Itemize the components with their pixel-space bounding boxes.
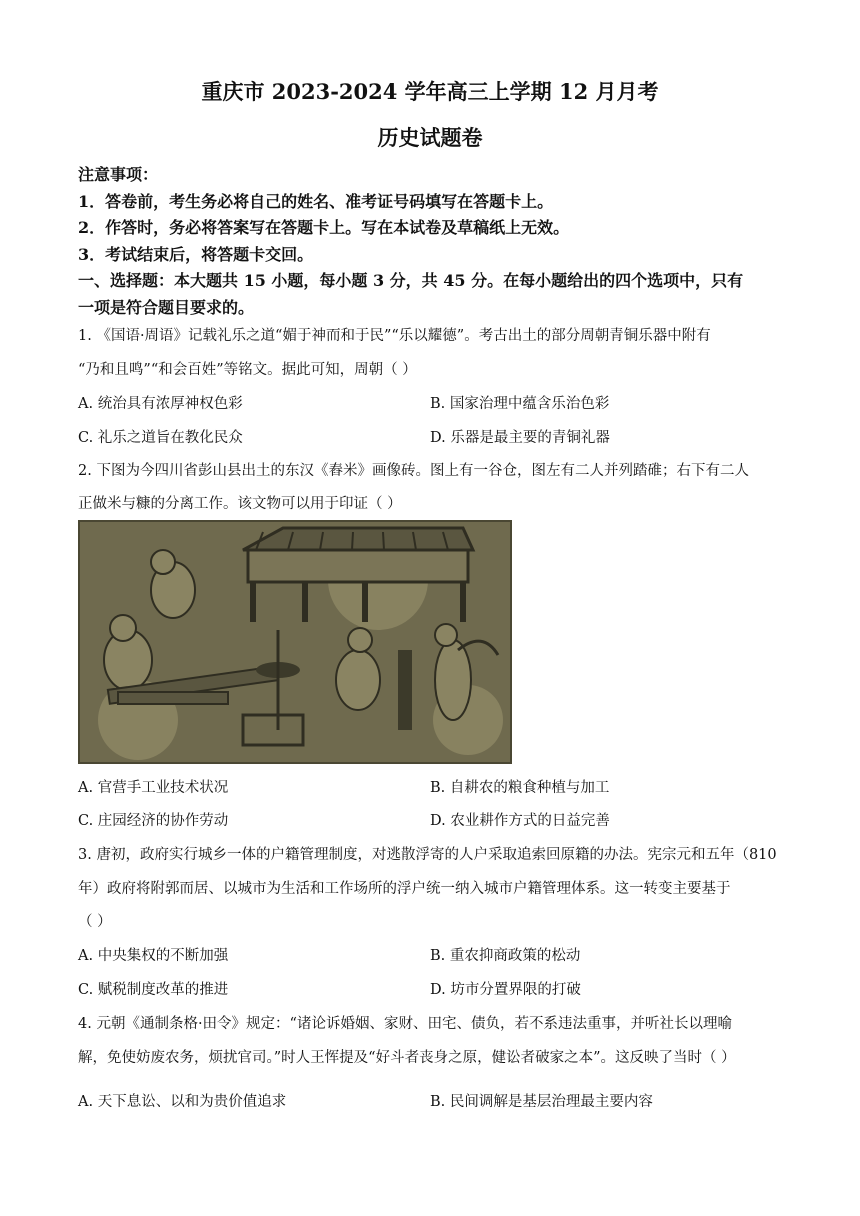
answer-option: D. 农业耕作方式的日益完善 xyxy=(430,813,610,829)
question-text: 1. 《国语·周语》记载礼乐之道“媚于神而和于民”“乐以耀德”。考古出土的部分周朝青铜乐器中附有 xyxy=(78,328,711,344)
question-text: 解，免使妨废农务，烦扰官司。”时人王恽提及“好斗者丧身之原，健讼者破家之本”。这反映了当时（ ） xyxy=(78,1050,736,1066)
answer-option: A. 官营手工业技术状况 xyxy=(78,780,229,796)
answer-option: C. 礼乐之道旨在教化民众 xyxy=(78,430,243,446)
question-text: （ ） xyxy=(78,914,112,930)
answer-option: B. 自耕农的粮食种植与加工 xyxy=(430,780,610,796)
question-text: 2. 下图为今四川省彭山县出土的东汉《舂米》画像砖。图上有一谷仓，图左有二人并列踏碓；右下有二人 xyxy=(78,463,749,479)
notice-heading: 注意事项： xyxy=(78,165,159,184)
question-text: 年）政府将附郭而居、以城市为生活和工作场所的浮户统一纳入城市户籍管理体系。这一转变主要基于 xyxy=(78,881,731,897)
exam-title: 重庆市 2023-2024 学年高三上学期 12 月月考 xyxy=(201,79,659,104)
answer-option: B. 国家治理中蕴含乐治色彩 xyxy=(430,396,610,412)
answer-option: B. 重农抑商政策的松动 xyxy=(430,948,581,964)
relief-brick-image xyxy=(78,520,512,764)
answer-option: D. 坊市分置界限的打破 xyxy=(430,982,581,998)
answer-option: B. 民间调解是基层治理最主要内容 xyxy=(430,1094,653,1110)
section-heading: 一、选择题：本大题共 15 小题，每小题 3 分，共 45 分。在每小题给出的四个选项中，只有 xyxy=(78,271,744,290)
question-text: “乃和且鸣”“和会百姓”等铭文。据此可知，周朝（ ） xyxy=(78,362,417,378)
answer-option: C. 庄园经济的协作劳动 xyxy=(78,813,229,829)
question-text: 正做米与糠的分离工作。该文物可以用于印证（ ） xyxy=(78,496,402,512)
section-heading: 一项是符合题目要求的。 xyxy=(78,298,255,317)
answer-option: D. 乐器是最主要的青铜礼器 xyxy=(430,430,610,446)
notice-item: 2．作答时，务必将答案写在答题卡上。写在本试卷及草稿纸上无效。 xyxy=(78,218,570,237)
notice-item: 3．考试结束后，将答题卡交回。 xyxy=(78,245,314,264)
answer-option: C. 赋税制度改革的推进 xyxy=(78,982,229,998)
question-text: 4. 元朝《通制条格·田令》规定：“诸论诉婚姻、家财、田宅、债负，若不系违法重事，并听社长以理喻 xyxy=(78,1016,732,1032)
answer-option: A. 统治具有浓厚神权色彩 xyxy=(78,396,243,412)
answer-option: A. 天下息讼、以和为贵价值追求 xyxy=(78,1094,287,1110)
notice-item: 1．答卷前，考生务必将自己的姓名、准考证号码填写在答题卡上。 xyxy=(78,192,554,211)
exam-subtitle: 历史试题卷 xyxy=(377,125,483,150)
answer-option: A. 中央集权的不断加强 xyxy=(78,948,229,964)
question-text: 3. 唐初，政府实行城乡一体的户籍管理制度，对逃散浮寄的人户采取追索回原籍的办法。宪宗元和五年（810 xyxy=(78,847,777,863)
